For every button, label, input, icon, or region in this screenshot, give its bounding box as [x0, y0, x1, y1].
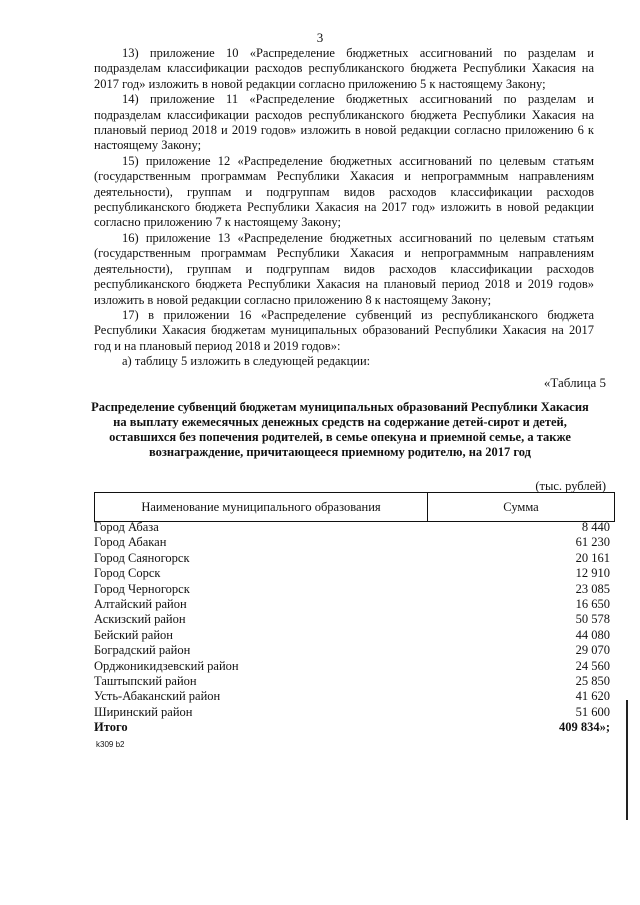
paragraph-14: 14) приложение 11 «Распределение бюджетных ассигнований по разделам и подразделам классификации расходов республиканского бюджета Республики Хакасия на плановый период 2018 и 2019 годов» изложить в новой редакции согласно приложению 6 к настоящему Закону; — [94, 92, 594, 153]
row-value: 61 230 — [575, 535, 610, 550]
header-municipality: Наименование муниципального образования — [95, 493, 428, 521]
row-value: 23 085 — [575, 581, 610, 596]
table-total-row — [94, 720, 610, 735]
row-value: 25 850 — [575, 673, 610, 688]
row-name: Боградский район — [94, 643, 191, 658]
body-text — [94, 46, 594, 370]
row-value: 29 070 — [575, 643, 610, 658]
row-name: Алтайский район — [94, 596, 187, 611]
row-name: Город Абаза — [94, 520, 159, 534]
table-number-label: «Таблица 5 — [543, 375, 606, 390]
row-name: Город Сорск — [94, 566, 161, 581]
row-value: 50 578 — [575, 612, 610, 627]
paragraph-17a: а) таблицу 5 изложить в следующей редакции: — [122, 354, 371, 369]
units-label: (тыс. рублей) — [535, 479, 606, 493]
row-value: 20 161 — [575, 550, 610, 565]
table-title: Распределение субвенций бюджетам муниципальных образований Республики Хакасия на выплату ежемесячных денежных средств на содержание детей-сирот и детей, оставшихся без попечения родителей, в семье опекуна и приемной семье, а также вознаграждение, причитающееся приемному родителю, на 2017 год — [91, 400, 589, 459]
table-header — [94, 492, 615, 522]
row-value: 24 560 — [575, 658, 610, 673]
paragraph-13: 13) приложение 10 «Распределение бюджетных ассигнований по разделам и подразделам классификации расходов республиканского бюджета Республики Хакасия на 2017 год» изложить в новой редакции согласно приложению 5 к настоящему Закону; — [94, 46, 594, 91]
row-name: Город Черногорск — [94, 581, 190, 596]
row-value: 41 620 — [575, 689, 610, 704]
table-row — [94, 597, 610, 612]
row-value: 44 080 — [575, 627, 610, 642]
total-value: 409 834»; — [558, 720, 610, 735]
row-value: 51 600 — [575, 704, 610, 719]
row-name: Город Абакан — [94, 535, 167, 550]
row-value: 8 440 — [581, 520, 610, 534]
row-name: Бейский район — [94, 627, 173, 642]
table-row — [94, 551, 610, 566]
header-sum: Сумма — [503, 499, 539, 514]
paragraph-17: 17) в приложении 16 «Распределение субвенций из республиканского бюджета Республики Хакасия бюджетам муниципальных образований Республики Хакасия на 2017 год и на плановый период 2018 и 2019 годов»: — [94, 307, 594, 353]
table-row — [94, 566, 610, 581]
scan-edge-mark — [626, 700, 628, 820]
page-number: 3 — [316, 30, 324, 45]
table-row — [94, 520, 610, 535]
row-name: Таштыпский район — [94, 673, 197, 688]
paragraph-15: 15) приложение 12 «Распределение бюджетных ассигнований по целевым статьям (государственным программам Республики Хакасия и непрограммным направлениям деятельности), группам и подгруппам видов расходов классификации расходов республиканского бюджета Республики Хакасия на 2017 год» изложить в новой редакции согласно приложению 7 к настоящему Закону; — [94, 153, 594, 230]
paragraph-16: 16) приложение 13 «Распределение бюджетных ассигнований по целевым статьям (государственным программам Республики Хакасия и непрограммным направлениям деятельности), группам и подгруппам видов расходов классификации расходов республиканского бюджета Республики Хакасия на плановый период 2018 и 2019 годов» изложить в новой редакции согласно приложению 8 к настоящему Закону; — [94, 230, 594, 307]
row-name: Город Саяногорск — [94, 550, 190, 565]
row-name: Усть-Абаканский район — [94, 689, 221, 704]
row-value: 16 650 — [575, 596, 610, 611]
row-name: Ширинский район — [94, 704, 193, 719]
table-row — [94, 535, 610, 550]
table-row — [94, 628, 610, 643]
table-row — [94, 705, 610, 720]
table-row — [94, 674, 610, 689]
table-body — [94, 520, 610, 735]
table-row — [94, 689, 610, 704]
row-value: 12 910 — [575, 566, 610, 581]
row-name: Орджоникидзевский район — [94, 658, 239, 673]
row-name: Аскизский район — [94, 612, 186, 627]
table-row — [94, 659, 610, 674]
table-row — [94, 643, 610, 658]
total-label: Итого — [94, 720, 128, 735]
table-row — [94, 582, 610, 597]
document-code: k309 b2 — [96, 740, 125, 749]
table-row — [94, 612, 610, 627]
